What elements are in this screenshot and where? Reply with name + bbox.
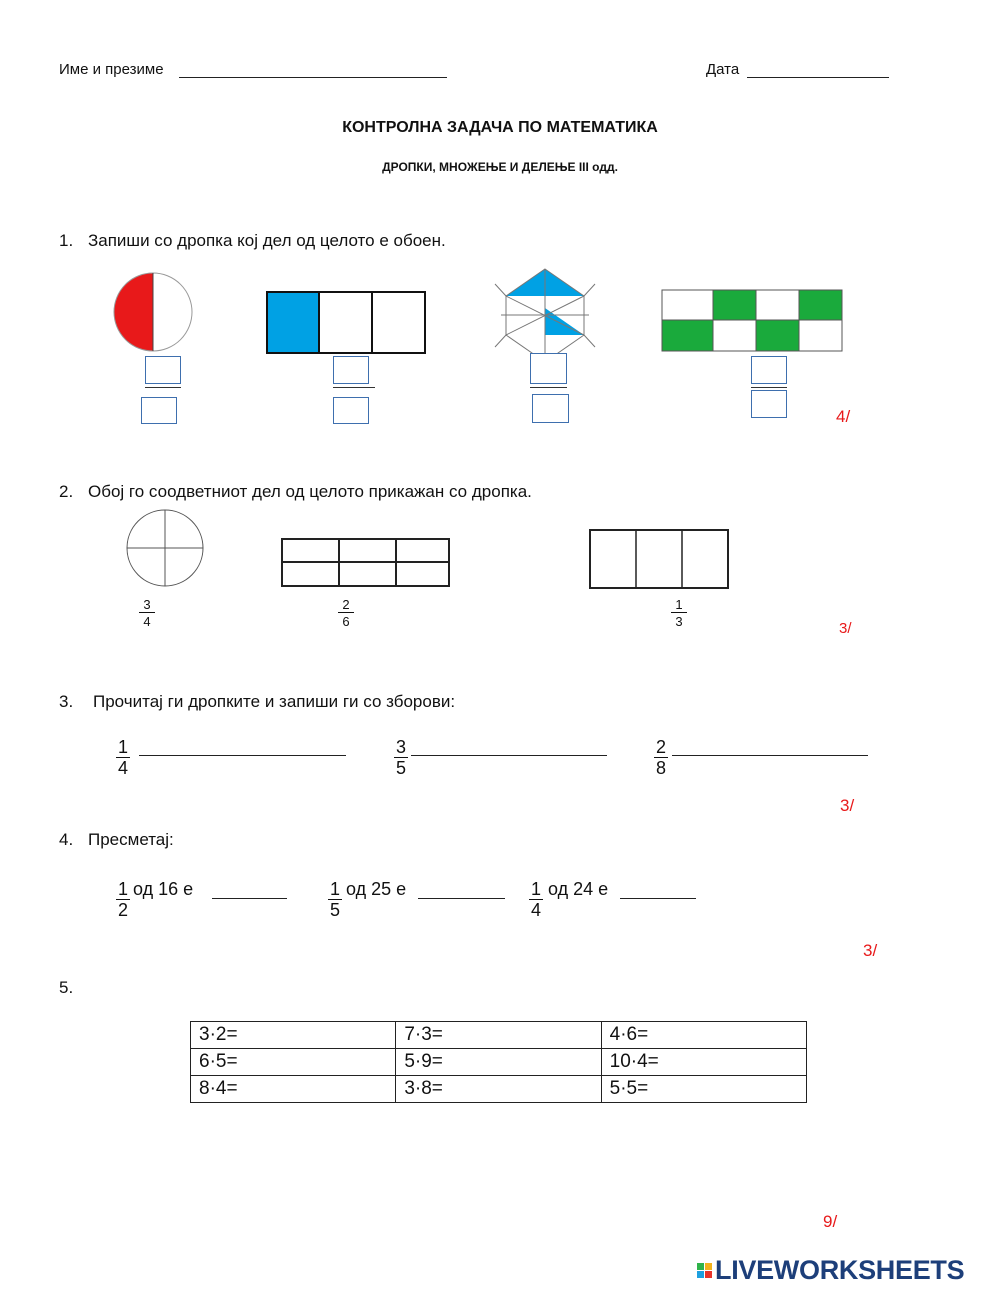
q4-number: 4. [59,830,74,849]
q5-multiplication-table [190,1021,807,1103]
q2-fraction-2-den: 6 [342,614,350,629]
q3-number: 3. [59,692,74,711]
q4-fraction-3-den: 4 [530,900,541,920]
q2-score: 3/ [839,620,852,637]
q4-answer-line-1[interactable] [212,898,287,899]
logo-mark-icon [697,1263,712,1278]
q1-answer-2-bar [333,387,375,388]
q4-fraction-3-num: 1 [530,879,541,899]
q4-item-1-text: од 16 е [133,879,194,899]
table-row [191,1076,807,1103]
q1-number: 1. [59,231,74,250]
q4-text: Пресметај: [88,830,174,849]
q5-score: 9/ [823,1212,838,1231]
q1-answer-2-numerator[interactable] [333,356,369,384]
q4-fraction-2-num: 1 [329,879,340,899]
q1-answer-4-denominator[interactable] [751,390,787,418]
page-subtitle: ДРОПКИ, МНОЖЕЊЕ И ДЕЛЕЊЕ III одд. [382,160,618,174]
date-label: Дата [706,61,740,78]
table-cell[interactable]: 5·5= [601,1076,806,1103]
q2-fraction-2-num: 2 [338,597,354,613]
table-cell[interactable]: 3·2= [191,1022,396,1049]
q3-text: Прочитај ги дропките и запиши ги со зборови: [93,692,456,711]
q2-rectangle-grid-figure [282,539,449,586]
q2-circle-figure [127,510,203,586]
q4-answer-line-3[interactable] [620,898,696,899]
q1-hexagon-figure [495,269,595,362]
q1-figures [105,262,855,362]
q1-answer-1-bar [145,387,181,388]
q1-answer-3-numerator[interactable] [530,353,567,384]
name-label-row [59,61,164,78]
q4-fraction-2 [328,879,342,920]
q3-answer-line-1[interactable] [139,755,346,756]
q4-fraction-1 [116,879,130,920]
table-cell[interactable]: 3·8= [396,1076,601,1103]
liveworksheets-logo [697,1255,964,1286]
table-cell[interactable]: 10·4= [601,1049,806,1076]
q4-fraction-1-den: 2 [117,900,128,920]
q2-three-part-figure [590,530,728,588]
q4-fraction-1-num: 1 [117,879,128,899]
table-cell[interactable]: 6·5= [191,1049,396,1076]
table-cell[interactable]: 4·6= [601,1022,806,1049]
q4-fraction-3 [529,879,543,920]
q1-answer-3-denominator[interactable] [532,394,569,423]
q4-item-2-text: од 25 е [346,879,407,899]
q3-fraction-3-num: 2 [655,737,666,757]
q2-number: 2. [59,482,74,501]
name-input-line[interactable] [179,77,447,78]
logo-text: LIVEWORKSHEETS [715,1255,965,1285]
table-cell[interactable]: 7·3= [396,1022,601,1049]
name-label: Име и презиме [59,61,164,78]
q1-rectangles-figure [267,292,425,353]
q2-fraction-1-num: 3 [139,597,155,613]
q3-answer-line-2[interactable] [411,755,607,756]
q1-grid-figure [662,290,842,351]
table-cell[interactable]: 8·4= [191,1076,396,1103]
page-title: КОНТРОЛНА ЗАДАЧА ПО МАТЕМАТИКА [342,119,658,136]
date-label-row [706,61,739,78]
q2-fraction-3-den: 3 [675,614,683,629]
q4-item-3-text: од 24 е [548,879,609,899]
q2-figures [120,505,740,595]
q1-score: 4/ [836,407,851,426]
q1-answer-3-bar [530,387,567,388]
date-input-line[interactable] [747,77,889,78]
q1-text: Запиши со дропка кој дел од целото е обоен. [88,231,446,250]
table-row [191,1049,807,1076]
q1-answer-4-numerator[interactable] [751,356,787,384]
q4-score: 3/ [863,941,878,960]
q2-fraction-2 [338,597,354,630]
q3-fraction-3 [654,737,668,778]
q4-fraction-2-den: 5 [329,900,340,920]
q1-answer-2-denominator[interactable] [333,397,369,424]
q1-answer-1-denominator[interactable] [141,397,177,424]
q3-fraction-2-den: 5 [395,758,406,778]
q3-answer-line-3[interactable] [672,755,868,756]
q1-circle-figure [114,273,192,351]
q3-fraction-3-den: 8 [655,758,666,778]
q2-fraction-3-num: 1 [671,597,687,613]
q1-answer-4-bar [751,387,787,388]
q2-text: Обој го соодветниот дел од целото прикажан со дропка. [88,482,532,501]
q2-fraction-3 [671,597,687,630]
q4-answer-line-2[interactable] [418,898,505,899]
q2-fraction-1 [139,597,155,630]
q3-fraction-2 [394,737,408,778]
q2-fraction-1-den: 4 [143,614,151,629]
q1-answer-1-numerator[interactable] [145,356,181,384]
q3-fraction-1-num: 1 [117,737,128,757]
q5-number: 5. [59,978,74,997]
table-row [191,1022,807,1049]
q3-score: 3/ [840,796,855,815]
table-cell[interactable]: 5·9= [396,1049,601,1076]
q3-fraction-1 [116,737,130,778]
q3-fraction-1-den: 4 [117,758,128,778]
q3-fraction-2-num: 3 [395,737,406,757]
